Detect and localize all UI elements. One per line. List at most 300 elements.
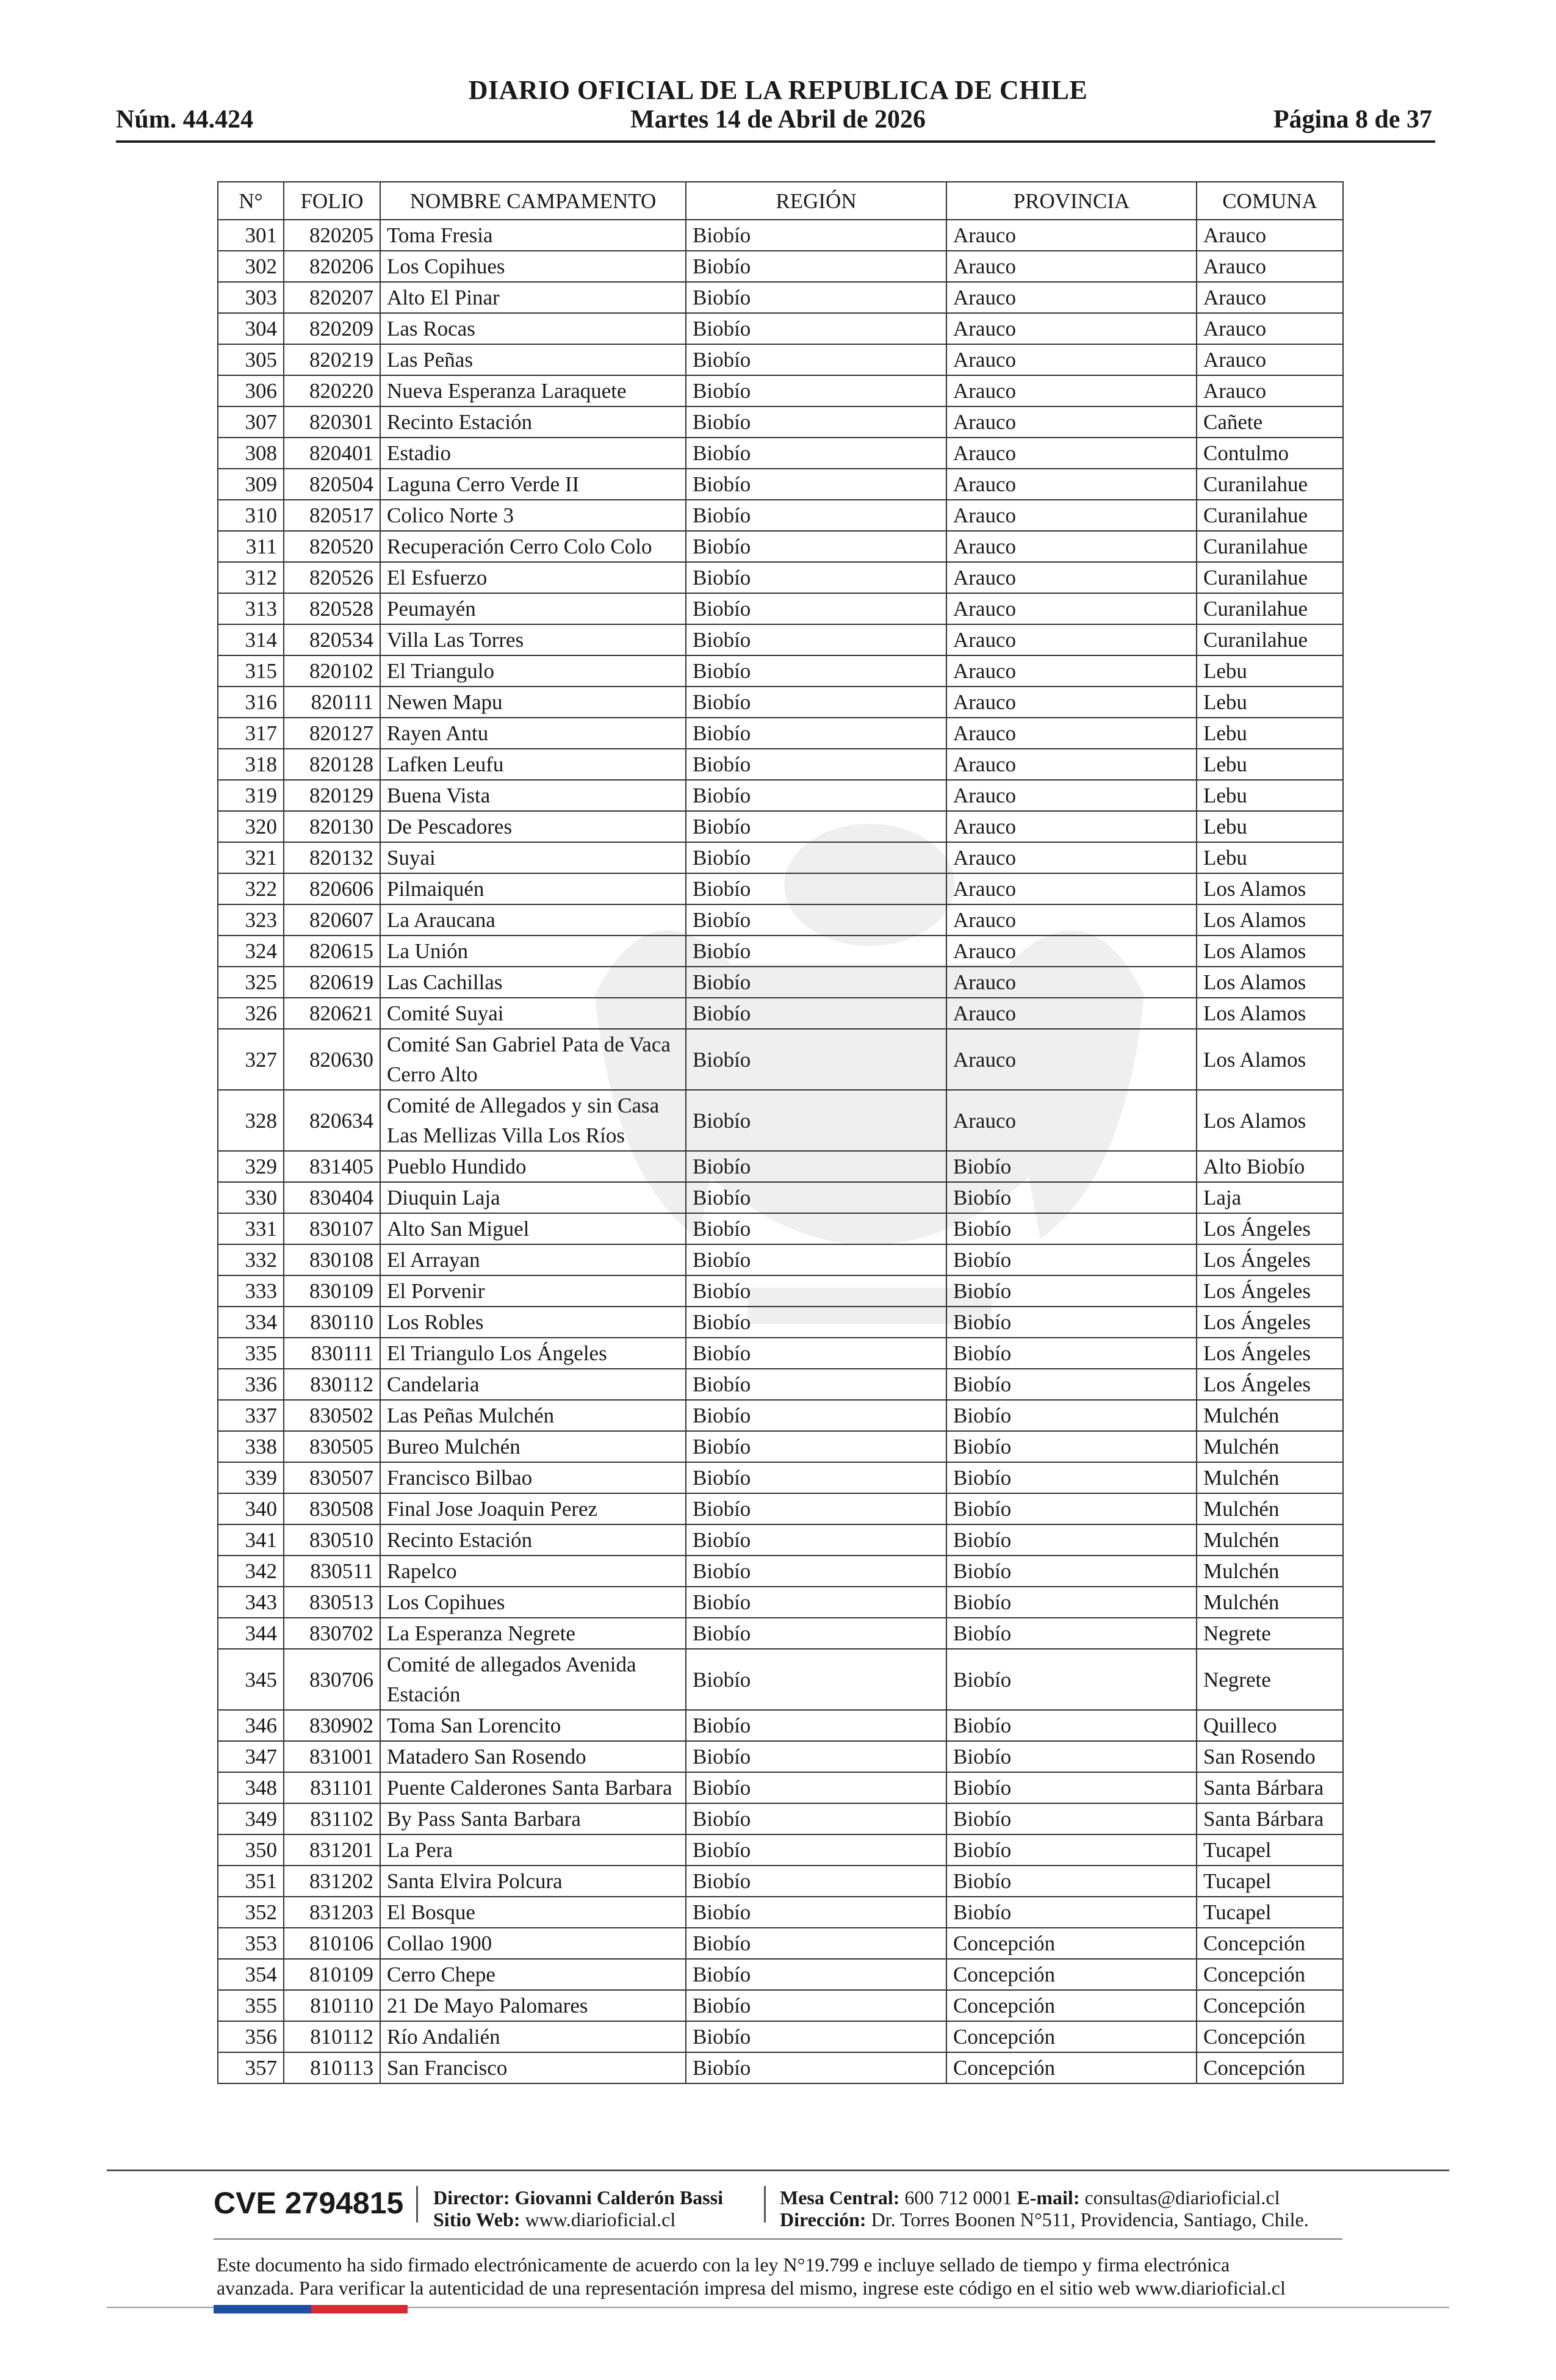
row-province: Biobío — [946, 1710, 1197, 1741]
row-folio: 820621 — [284, 998, 380, 1029]
row-commune: Contulmo — [1197, 438, 1343, 469]
website-label: Sitio Web: — [433, 2209, 520, 2230]
row-region: Biobío — [686, 1400, 946, 1431]
table-row — [218, 562, 1343, 593]
row-region: Biobío — [686, 1803, 946, 1834]
row-region: Biobío — [686, 1897, 946, 1928]
row-region: Biobío — [686, 251, 946, 282]
row-number: 313 — [218, 593, 284, 624]
row-number: 333 — [218, 1275, 284, 1307]
table-row — [218, 469, 1343, 500]
row-number: 340 — [218, 1493, 284, 1524]
row-number: 351 — [218, 1866, 284, 1897]
row-folio: 830902 — [284, 1710, 380, 1741]
row-camp-name: Suyai — [380, 842, 686, 873]
row-region: Biobío — [686, 1431, 946, 1462]
row-region: Biobío — [686, 1244, 946, 1275]
row-folio: 830702 — [284, 1618, 380, 1649]
row-camp-name: El Arrayan — [380, 1244, 686, 1275]
table-row — [218, 624, 1343, 655]
table-row — [218, 593, 1343, 624]
table-row — [218, 1866, 1343, 1897]
footer-divider-secondary — [214, 2238, 1342, 2240]
table-row — [218, 780, 1343, 811]
row-number: 314 — [218, 624, 284, 655]
row-region: Biobío — [686, 1959, 946, 1990]
row-province: Biobío — [946, 1493, 1197, 1524]
row-region: Biobío — [686, 531, 946, 562]
issue-number: Núm. 44.424 — [116, 106, 254, 134]
table-row — [218, 1897, 1343, 1928]
row-commune: Tucapel — [1197, 1834, 1343, 1866]
row-commune: Los Ángeles — [1197, 1213, 1343, 1244]
table-row — [218, 1990, 1343, 2021]
table-row — [218, 1275, 1343, 1307]
row-camp-name: Comité de allegados Avenida Estación — [380, 1649, 686, 1710]
row-folio: 810106 — [284, 1928, 380, 1959]
row-camp-name: Bureo Mulchén — [380, 1431, 686, 1462]
row-folio: 830706 — [284, 1649, 380, 1710]
row-folio: 810112 — [284, 2021, 380, 2052]
row-camp-name: Peumayén — [380, 593, 686, 624]
row-province: Concepción — [946, 1990, 1197, 2021]
row-number: 343 — [218, 1587, 284, 1618]
row-camp-name: Laguna Cerro Verde II — [380, 469, 686, 500]
website-link[interactable]: www.diarioficial.cl — [525, 2209, 676, 2230]
row-camp-name: Río Andalién — [380, 2021, 686, 2052]
table-row — [218, 375, 1343, 406]
row-province: Arauco — [946, 655, 1197, 687]
row-number: 311 — [218, 531, 284, 562]
row-number: 303 — [218, 282, 284, 313]
row-region: Biobío — [686, 998, 946, 1029]
row-commune: Los Alamos — [1197, 936, 1343, 967]
row-number: 341 — [218, 1524, 284, 1556]
table-row — [218, 1307, 1343, 1338]
row-number: 355 — [218, 1990, 284, 2021]
row-province: Arauco — [946, 593, 1197, 624]
row-camp-name: El Triangulo — [380, 655, 686, 687]
email-link[interactable]: consultas@diarioficial.cl — [1084, 2187, 1280, 2209]
row-region: Biobío — [686, 655, 946, 687]
row-commune: Mulchén — [1197, 1462, 1343, 1493]
row-commune: Mulchén — [1197, 1400, 1343, 1431]
row-number: 347 — [218, 1741, 284, 1772]
table-row — [218, 2021, 1343, 2052]
mesa-phone: 600 712 0001 — [904, 2187, 1012, 2209]
row-region: Biobío — [686, 1275, 946, 1307]
table-row — [218, 749, 1343, 780]
row-number: 352 — [218, 1897, 284, 1928]
row-number: 306 — [218, 375, 284, 406]
row-province: Arauco — [946, 936, 1197, 967]
row-folio: 820615 — [284, 936, 380, 967]
row-commune: Concepción — [1197, 2021, 1343, 2052]
table-row — [218, 873, 1343, 904]
row-number: 356 — [218, 2021, 284, 2052]
table-header-row — [218, 182, 1343, 220]
table-row — [218, 936, 1343, 967]
row-province: Biobío — [946, 1618, 1197, 1649]
row-camp-name: Colico Norte 3 — [380, 500, 686, 531]
table-row — [218, 718, 1343, 749]
row-commune: Lebu — [1197, 687, 1343, 718]
row-region: Biobío — [686, 1493, 946, 1524]
row-number: 324 — [218, 936, 284, 967]
row-number: 329 — [218, 1151, 284, 1182]
row-folio: 820206 — [284, 251, 380, 282]
row-number: 317 — [218, 718, 284, 749]
row-folio: 830513 — [284, 1587, 380, 1618]
row-region: Biobío — [686, 2052, 946, 2083]
row-region: Biobío — [686, 1990, 946, 2021]
row-number: 344 — [218, 1618, 284, 1649]
row-region: Biobío — [686, 749, 946, 780]
row-camp-name: Los Copihues — [380, 251, 686, 282]
row-camp-name: Recinto Estación — [380, 1524, 686, 1556]
row-commune: Cañete — [1197, 406, 1343, 438]
row-commune: Santa Bárbara — [1197, 1772, 1343, 1803]
row-camp-name: Toma San Lorencito — [380, 1710, 686, 1741]
table-row — [218, 1587, 1343, 1618]
row-folio: 820504 — [284, 469, 380, 500]
row-region: Biobío — [686, 1307, 946, 1338]
row-number: 349 — [218, 1803, 284, 1834]
footer-separator — [416, 2186, 418, 2223]
row-region: Biobío — [686, 1090, 946, 1151]
table-row — [218, 1182, 1343, 1213]
row-region: Biobío — [686, 811, 946, 842]
row-commune: Curanilahue — [1197, 562, 1343, 593]
row-commune: Los Ángeles — [1197, 1275, 1343, 1307]
row-folio: 820129 — [284, 780, 380, 811]
table-row — [218, 500, 1343, 531]
row-commune: Mulchén — [1197, 1431, 1343, 1462]
table-row — [218, 842, 1343, 873]
row-commune: Negrete — [1197, 1649, 1343, 1710]
row-number: 302 — [218, 251, 284, 282]
director-name: Giovanni Calderón Bassi — [514, 2187, 723, 2209]
row-region: Biobío — [686, 718, 946, 749]
row-camp-name: Cerro Chepe — [380, 1959, 686, 1990]
row-region: Biobío — [686, 1649, 946, 1710]
row-number: 322 — [218, 873, 284, 904]
row-commune: Curanilahue — [1197, 624, 1343, 655]
row-region: Biobío — [686, 1587, 946, 1618]
row-folio: 820401 — [284, 438, 380, 469]
row-folio: 831201 — [284, 1834, 380, 1866]
row-province: Arauco — [946, 469, 1197, 500]
row-number: 337 — [218, 1400, 284, 1431]
row-region: Biobío — [686, 562, 946, 593]
row-province: Biobío — [946, 1462, 1197, 1493]
row-folio: 820517 — [284, 500, 380, 531]
row-province: Biobío — [946, 1772, 1197, 1803]
row-camp-name: Buena Vista — [380, 780, 686, 811]
row-number: 335 — [218, 1338, 284, 1369]
row-folio: 820128 — [284, 749, 380, 780]
table-row — [218, 1244, 1343, 1275]
row-camp-name: La Araucana — [380, 904, 686, 936]
row-camp-name: Las Rocas — [380, 313, 686, 344]
header-divider — [116, 140, 1435, 143]
row-camp-name: Los Copihues — [380, 1587, 686, 1618]
row-camp-name: Estadio — [380, 438, 686, 469]
table-row — [218, 1741, 1343, 1772]
row-camp-name: Comité Suyai — [380, 998, 686, 1029]
row-province: Arauco — [946, 687, 1197, 718]
row-number: 308 — [218, 438, 284, 469]
row-province: Arauco — [946, 562, 1197, 593]
row-number: 327 — [218, 1029, 284, 1090]
row-region: Biobío — [686, 1834, 946, 1866]
table-row — [218, 282, 1343, 313]
row-folio: 810113 — [284, 2052, 380, 2083]
row-number: 357 — [218, 2052, 284, 2083]
row-folio: 831203 — [284, 1897, 380, 1928]
column-header-province: PROVINCIA — [946, 182, 1197, 220]
table-row — [218, 220, 1343, 251]
row-number: 339 — [218, 1462, 284, 1493]
row-folio: 830112 — [284, 1369, 380, 1400]
table-row — [218, 1803, 1343, 1834]
table-row — [218, 1213, 1343, 1244]
table-row — [218, 1493, 1343, 1524]
row-camp-name: El Bosque — [380, 1897, 686, 1928]
row-province: Arauco — [946, 344, 1197, 375]
row-folio: 831101 — [284, 1772, 380, 1803]
row-camp-name: Diuquin Laja — [380, 1182, 686, 1213]
row-region: Biobío — [686, 842, 946, 873]
row-province: Biobío — [946, 1338, 1197, 1369]
row-camp-name: Lafken Leufu — [380, 749, 686, 780]
table-row — [218, 1029, 1343, 1090]
row-number: 353 — [218, 1928, 284, 1959]
row-number: 301 — [218, 220, 284, 251]
row-commune: Alto Biobío — [1197, 1151, 1343, 1182]
column-header-commune: COMUNA — [1197, 182, 1343, 220]
row-camp-name: Pilmaiquén — [380, 873, 686, 904]
row-number: 325 — [218, 967, 284, 998]
row-commune: Los Ángeles — [1197, 1244, 1343, 1275]
row-commune: Arauco — [1197, 313, 1343, 344]
row-province: Concepción — [946, 1959, 1197, 1990]
row-province: Arauco — [946, 718, 1197, 749]
row-province: Arauco — [946, 531, 1197, 562]
row-folio: 810109 — [284, 1959, 380, 1990]
table-row — [218, 2052, 1343, 2083]
row-camp-name: Pueblo Hundido — [380, 1151, 686, 1182]
table-row — [218, 1524, 1343, 1556]
legal-line: avanzada. Para verificar la autenticidad de una representación impresa del mismo, ingrese este código en el sitio web www.diarioficial.cl — [217, 2277, 1286, 2299]
row-province: Biobío — [946, 1307, 1197, 1338]
row-region: Biobío — [686, 873, 946, 904]
row-commune: Concepción — [1197, 1990, 1343, 2021]
table-row — [218, 1151, 1343, 1182]
row-commune: Arauco — [1197, 220, 1343, 251]
table-row — [218, 1959, 1343, 1990]
row-region: Biobío — [686, 469, 946, 500]
flag-stripe-red — [311, 2305, 408, 2313]
row-commune: Arauco — [1197, 375, 1343, 406]
row-commune: Los Alamos — [1197, 967, 1343, 998]
row-camp-name: Rapelco — [380, 1556, 686, 1587]
column-header-name: NOMBRE CAMPAMENTO — [380, 182, 686, 220]
row-number: 318 — [218, 749, 284, 780]
row-folio: 820634 — [284, 1090, 380, 1151]
page-number: Página 8 de 37 — [1273, 106, 1432, 134]
row-camp-name: Matadero San Rosendo — [380, 1741, 686, 1772]
table-row — [218, 655, 1343, 687]
row-commune: Laja — [1197, 1182, 1343, 1213]
row-province: Biobío — [946, 1649, 1197, 1710]
legal-notice — [217, 2253, 1345, 2299]
row-commune: Tucapel — [1197, 1866, 1343, 1897]
row-commune: San Rosendo — [1197, 1741, 1343, 1772]
row-number: 330 — [218, 1182, 284, 1213]
row-folio: 820619 — [284, 967, 380, 998]
table-row — [218, 967, 1343, 998]
director-label: Director: — [433, 2187, 510, 2209]
footer-separator — [764, 2186, 766, 2223]
row-number: 332 — [218, 1244, 284, 1275]
row-province: Biobío — [946, 1803, 1197, 1834]
row-folio: 820127 — [284, 718, 380, 749]
row-folio: 820534 — [284, 624, 380, 655]
row-commune: Santa Bárbara — [1197, 1803, 1343, 1834]
row-region: Biobío — [686, 1618, 946, 1649]
row-province: Biobío — [946, 1244, 1197, 1275]
table-row — [218, 406, 1343, 438]
row-province: Arauco — [946, 282, 1197, 313]
row-region: Biobío — [686, 967, 946, 998]
row-camp-name: Francisco Bilbao — [380, 1462, 686, 1493]
row-region: Biobío — [686, 1866, 946, 1897]
row-province: Arauco — [946, 873, 1197, 904]
row-number: 305 — [218, 344, 284, 375]
row-commune: Lebu — [1197, 749, 1343, 780]
row-province: Arauco — [946, 406, 1197, 438]
row-folio: 820205 — [284, 220, 380, 251]
row-commune: Los Ángeles — [1197, 1369, 1343, 1400]
row-camp-name: San Francisco — [380, 2052, 686, 2083]
row-folio: 820219 — [284, 344, 380, 375]
row-province: Arauco — [946, 998, 1197, 1029]
column-header-number: N° — [218, 182, 284, 220]
row-camp-name: La Unión — [380, 936, 686, 967]
row-folio: 830108 — [284, 1244, 380, 1275]
row-camp-name: Collao 1900 — [380, 1928, 686, 1959]
row-number: 312 — [218, 562, 284, 593]
newspaper-title: DIARIO OFICIAL DE LA REPUBLICA DE CHILE — [468, 75, 1088, 105]
row-province: Biobío — [946, 1431, 1197, 1462]
row-number: 336 — [218, 1369, 284, 1400]
row-province: Biobío — [946, 1151, 1197, 1182]
table-row — [218, 1649, 1343, 1710]
row-province: Biobío — [946, 1524, 1197, 1556]
row-region: Biobío — [686, 2021, 946, 2052]
row-camp-name: El Porvenir — [380, 1275, 686, 1307]
row-number: 321 — [218, 842, 284, 873]
row-folio: 830107 — [284, 1213, 380, 1244]
row-region: Biobío — [686, 936, 946, 967]
row-province: Arauco — [946, 251, 1197, 282]
row-folio: 810110 — [284, 1990, 380, 2021]
table-row — [218, 438, 1343, 469]
row-number: 338 — [218, 1431, 284, 1462]
row-province: Concepción — [946, 2052, 1197, 2083]
table-row — [218, 1338, 1343, 1369]
row-camp-name: Alto El Pinar — [380, 282, 686, 313]
row-region: Biobío — [686, 1772, 946, 1803]
row-number: 328 — [218, 1090, 284, 1151]
row-commune: Mulchén — [1197, 1493, 1343, 1524]
row-folio: 820102 — [284, 655, 380, 687]
row-folio: 830111 — [284, 1338, 380, 1369]
row-commune: Mulchén — [1197, 1587, 1343, 1618]
row-camp-name: Recuperación Cerro Colo Colo — [380, 531, 686, 562]
table-row — [218, 313, 1343, 344]
row-commune: Concepción — [1197, 1959, 1343, 1990]
row-commune: Los Alamos — [1197, 1029, 1343, 1090]
row-commune: Los Alamos — [1197, 873, 1343, 904]
row-camp-name: Toma Fresia — [380, 220, 686, 251]
row-folio: 830505 — [284, 1431, 380, 1462]
row-camp-name: Final Jose Joaquin Perez — [380, 1493, 686, 1524]
row-commune: Los Alamos — [1197, 904, 1343, 936]
row-folio: 820630 — [284, 1029, 380, 1090]
row-folio: 820111 — [284, 687, 380, 718]
row-number: 354 — [218, 1959, 284, 1990]
row-region: Biobío — [686, 1556, 946, 1587]
row-region: Biobío — [686, 282, 946, 313]
row-province: Biobío — [946, 1182, 1197, 1213]
row-camp-name: By Pass Santa Barbara — [380, 1803, 686, 1834]
row-number: 323 — [218, 904, 284, 936]
row-region: Biobío — [686, 1741, 946, 1772]
row-commune: Curanilahue — [1197, 593, 1343, 624]
row-province: Biobío — [946, 1275, 1197, 1307]
address-text: Dr. Torres Boonen N°511, Providencia, Santiago, Chile. — [871, 2209, 1309, 2230]
row-number: 346 — [218, 1710, 284, 1741]
row-camp-name: El Triangulo Los Ángeles — [380, 1338, 686, 1369]
row-folio: 831102 — [284, 1803, 380, 1834]
row-region: Biobío — [686, 687, 946, 718]
row-region: Biobío — [686, 1151, 946, 1182]
row-folio: 830502 — [284, 1400, 380, 1431]
row-folio: 830507 — [284, 1462, 380, 1493]
table-row — [218, 1834, 1343, 1866]
row-province: Arauco — [946, 967, 1197, 998]
table-row — [218, 1400, 1343, 1431]
row-number: 315 — [218, 655, 284, 687]
mesa-label: Mesa Central: — [780, 2187, 900, 2209]
row-camp-name: Nueva Esperanza Laraquete — [380, 375, 686, 406]
table-row — [218, 904, 1343, 936]
row-commune: Los Ángeles — [1197, 1307, 1343, 1338]
footer-contact-block — [780, 2187, 1309, 2230]
row-commune: Curanilahue — [1197, 469, 1343, 500]
row-commune: Arauco — [1197, 251, 1343, 282]
table-row — [218, 1462, 1343, 1493]
row-camp-name: Rayen Antu — [380, 718, 686, 749]
row-province: Biobío — [946, 1866, 1197, 1897]
row-folio: 820607 — [284, 904, 380, 936]
row-region: Biobío — [686, 780, 946, 811]
row-number: 310 — [218, 500, 284, 531]
row-number: 304 — [218, 313, 284, 344]
row-province: Biobío — [946, 1369, 1197, 1400]
